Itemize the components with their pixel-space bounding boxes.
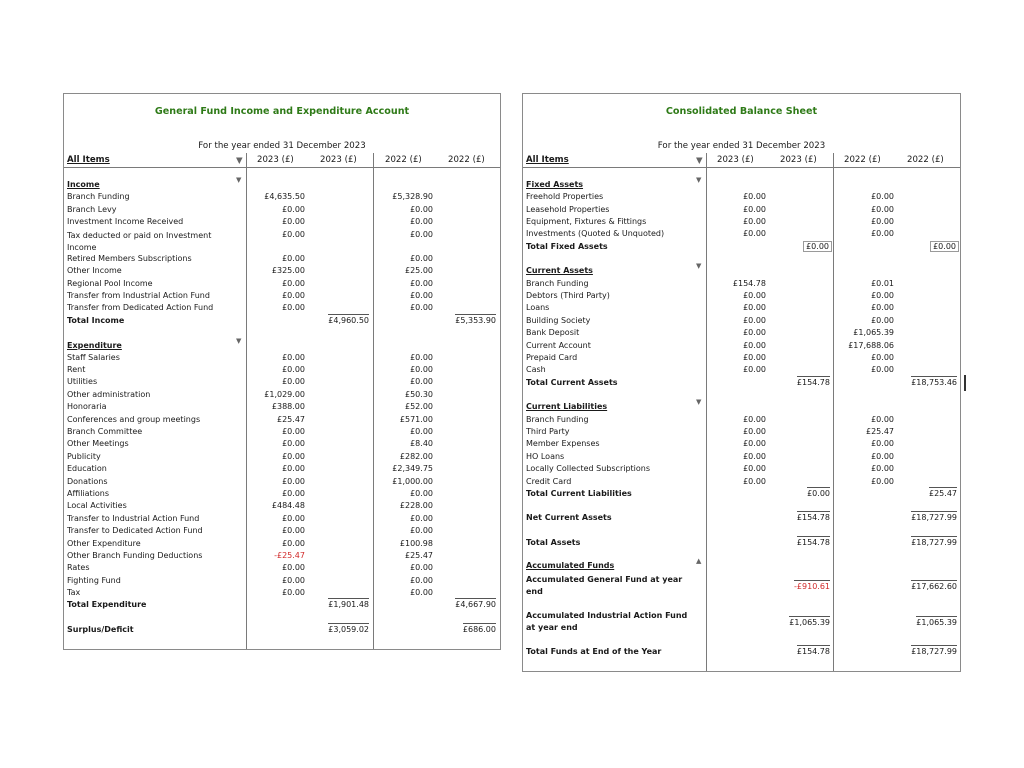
amount-value: £0.00: [410, 353, 433, 362]
period-subtitle: For the year ended 31 December 2023: [198, 141, 366, 151]
amount-value: £0.00: [282, 576, 305, 585]
table-row: [64, 279, 500, 291]
row-label: Branch Funding: [526, 279, 589, 288]
column-header: 2023 (£): [320, 155, 357, 165]
total-value: £154.78: [796, 538, 830, 547]
amount-value: £0.00: [282, 353, 305, 362]
row-label: Building Society: [526, 316, 591, 325]
table-row: [523, 328, 960, 340]
row-label: Utilities: [67, 377, 98, 386]
amount-value: £0.00: [743, 303, 766, 312]
amount-value: £0.00: [282, 279, 305, 288]
amount-value: £1,029.00: [264, 390, 305, 399]
total-value: £18,727.99: [911, 538, 957, 547]
total-row: [523, 513, 960, 525]
table-row: [523, 205, 960, 217]
amount-value: £0.00: [410, 526, 433, 535]
table-row: [64, 526, 500, 538]
chevron-down-icon[interactable]: ▼: [696, 262, 702, 270]
amount-value: £0.00: [871, 464, 894, 473]
row-label: Loans: [526, 303, 550, 312]
row-label: Total Current Assets: [526, 378, 618, 387]
row-label: Investment Income Received: [67, 217, 184, 226]
amount-value: £0.00: [410, 563, 433, 572]
amount-value: £0.00: [743, 477, 766, 486]
row-label: Transfer to Industrial Action Fund: [67, 514, 200, 523]
amount-value: £0.00: [871, 415, 894, 424]
amount-value: £388.00: [271, 402, 305, 411]
row-label: Total Funds at End of the Year: [526, 647, 662, 656]
table-row: [523, 279, 960, 291]
amount-value: £0.00: [282, 217, 305, 226]
table-row: [64, 539, 500, 551]
period-subtitle: For the year ended 31 December 2023: [657, 141, 826, 151]
amount-value: £0.00: [410, 254, 433, 263]
amount-value: £100.98: [399, 539, 433, 548]
amount-value: £0.00: [282, 254, 305, 263]
total-value: £17,662.60: [911, 582, 957, 591]
row-label: Accumulated Industrial Action Fund at year end: [526, 611, 688, 632]
amount-value: £0.00: [871, 452, 894, 461]
amount-value: £8.40: [410, 439, 433, 448]
row-label: Other administration: [67, 390, 151, 399]
amount-value: £52.00: [405, 402, 433, 411]
amount-value: £0.00: [871, 192, 894, 201]
row-label: Member Expenses: [526, 439, 600, 448]
row-label: Total Assets: [526, 538, 581, 547]
amount-value: £571.00: [399, 415, 433, 424]
row-label: Education: [67, 464, 107, 473]
amount-value: £2,349.75: [392, 464, 433, 473]
amount-value: £0.00: [743, 328, 766, 337]
row-label: Branch Levy: [67, 205, 117, 214]
scrollbar[interactable]: [964, 375, 966, 391]
amount-value: £0.00: [743, 205, 766, 214]
amount-value: £0.00: [282, 427, 305, 436]
row-label[interactable]: Current Assets: [526, 266, 593, 275]
table-row: [523, 365, 960, 377]
table-row: [64, 415, 500, 427]
table-row: [523, 229, 960, 241]
table-row: [64, 514, 500, 526]
row-label: Leasehold Properties: [526, 205, 610, 214]
amount-value: £0.00: [410, 576, 433, 585]
total-value: £5,353.90: [455, 316, 496, 325]
column-header: 2022 (£): [844, 155, 881, 165]
row-label: Other Meetings: [67, 439, 129, 448]
chevron-down-icon[interactable]: ▼: [236, 156, 243, 166]
total-value: £1,065.39: [789, 618, 830, 627]
amount-value: £50.30: [405, 390, 433, 399]
amount-value: £0.00: [743, 291, 766, 300]
total-value: £18,727.99: [911, 647, 957, 656]
amount-value: £4,635.50: [264, 192, 305, 201]
amount-value: £0.00: [871, 353, 894, 362]
amount-value: £0.00: [282, 439, 305, 448]
amount-value: £0.00: [282, 477, 305, 486]
table-header: [64, 153, 500, 168]
row-label: Transfer from Industrial Action Fund: [67, 291, 210, 300]
row-label: Bank Deposit: [526, 328, 580, 337]
amount-value: £0.00: [282, 588, 305, 597]
row-label[interactable]: Income: [67, 180, 100, 189]
amount-value: £0.00: [743, 427, 766, 436]
total-value: £25.47: [929, 489, 957, 498]
row-label: Publicity: [67, 452, 101, 461]
chevron-down-icon[interactable]: ▼: [696, 176, 702, 184]
row-label: Cash: [526, 365, 546, 374]
row-label: Investments (Quoted & Unquoted): [526, 229, 665, 238]
row-label: Branch Committee: [67, 427, 143, 436]
row-label: Transfer to Dedicated Action Fund: [67, 526, 203, 535]
amount-value: £0.00: [410, 217, 433, 226]
row-label: Total Current Liabilities: [526, 489, 632, 498]
section-row: [523, 557, 960, 573]
table-row: [523, 427, 960, 439]
total-row: [523, 574, 960, 596]
row-label: Conferences and group meetings: [67, 415, 201, 424]
chevron-up-icon[interactable]: ▲: [696, 557, 702, 565]
row-label[interactable]: Fixed Assets: [526, 180, 584, 189]
table-row: [523, 192, 960, 204]
amount-value: £282.00: [399, 452, 433, 461]
amount-value: £0.00: [410, 489, 433, 498]
panel-title: Consolidated Balance Sheet: [665, 106, 818, 117]
amount-value: £0.00: [410, 377, 433, 386]
amount-value: £0.00: [743, 439, 766, 448]
row-label: Total Income: [67, 316, 125, 325]
total-value: £686.00: [462, 625, 496, 634]
table-row: [64, 501, 500, 513]
row-label: Rent: [67, 365, 86, 374]
table-row: [64, 192, 500, 204]
amount-value: £0.00: [282, 452, 305, 461]
row-label: Other Expenditure: [67, 539, 141, 548]
total-row: [523, 378, 960, 390]
amount-value: £0.00: [743, 365, 766, 374]
table-row: [64, 439, 500, 451]
amount-value: £0.01: [871, 279, 894, 288]
column-header: 2023 (£): [780, 155, 817, 165]
section-row: [523, 176, 960, 192]
table-row: [64, 254, 500, 266]
row-label: Branch Funding: [526, 415, 589, 424]
amount-value: £0.00: [743, 217, 766, 226]
balance-sheet-panel: [522, 93, 961, 672]
total-value: £154.78: [796, 513, 830, 522]
all-items-filter[interactable]: All Items: [526, 155, 569, 165]
column-header: 2023 (£): [717, 155, 754, 165]
total-value: £0.00: [807, 489, 830, 498]
table-row: [523, 353, 960, 365]
amount-value: £0.00: [871, 477, 894, 486]
row-label: Tax deducted or paid on Investment Income: [67, 231, 212, 252]
total-value: £1,901.48: [328, 600, 369, 609]
row-label: Donations: [67, 477, 108, 486]
chevron-down-icon[interactable]: ▼: [236, 337, 242, 345]
section-row: [64, 176, 500, 192]
amount-value: £0.00: [410, 427, 433, 436]
amount-value: £0.00: [282, 514, 305, 523]
amount-value: £25.47: [277, 415, 305, 424]
table-row: [64, 377, 500, 389]
row-label: Surplus/Deficit: [67, 625, 134, 634]
table-row: [523, 316, 960, 328]
row-label: HO Loans: [526, 452, 565, 461]
row-label: Total Expenditure: [67, 600, 147, 609]
amount-value: £25.47: [405, 551, 433, 560]
row-label: Equipment, Fixtures & Fittings: [526, 217, 647, 226]
section-row: [64, 337, 500, 353]
amount-value: £0.00: [743, 353, 766, 362]
table-row: [523, 303, 960, 315]
row-label: Net Current Assets: [526, 513, 612, 522]
amount-value: £0.00: [282, 377, 305, 386]
row-label: Retired Members Subscriptions: [67, 254, 192, 263]
amount-value: £0.00: [743, 316, 766, 325]
table-row: [523, 477, 960, 489]
amount-value: £1,065.39: [853, 328, 894, 337]
column-header: 2022 (£): [907, 155, 944, 165]
amount-value: £0.00: [871, 229, 894, 238]
row-label: Other Branch Funding Deductions: [67, 551, 203, 560]
total-value: £154.78: [796, 647, 830, 656]
row-label: Affiliations: [67, 489, 110, 498]
table-row: [64, 303, 500, 315]
amount-value: £0.00: [410, 365, 433, 374]
amount-value: £0.00: [410, 514, 433, 523]
amount-value: £0.00: [871, 316, 894, 325]
row-label[interactable]: Current Liabilities: [526, 402, 608, 411]
table-row: [64, 291, 500, 303]
section-row: [523, 262, 960, 278]
amount-value: £0.00: [871, 291, 894, 300]
amount-value: £0.00: [743, 192, 766, 201]
amount-value: £0.00: [410, 291, 433, 300]
total-row: [523, 489, 960, 501]
amount-value: £0.00: [410, 303, 433, 312]
row-label: Rates: [67, 563, 90, 572]
column-header: 2022 (£): [385, 155, 422, 165]
table-row: [64, 230, 500, 252]
total-value: £0.00: [803, 241, 832, 252]
row-label: Other Income: [67, 266, 122, 275]
section-row: [523, 398, 960, 414]
amount-value: £0.00: [282, 303, 305, 312]
total-row: [523, 647, 960, 659]
row-label: Branch Funding: [67, 192, 130, 201]
row-label: Locally Collected Subscriptions: [526, 464, 651, 473]
row-label: Credit Card: [526, 477, 572, 486]
row-label: Honoraria: [67, 402, 107, 411]
table-row: [64, 365, 500, 377]
amount-value: £0.00: [410, 279, 433, 288]
chevron-down-icon[interactable]: ▼: [696, 156, 703, 166]
amount-value: £0.00: [743, 452, 766, 461]
table-row: [64, 390, 500, 402]
row-label: Current Account: [526, 341, 591, 350]
total-row: [523, 610, 960, 632]
amount-value: -£25.47: [274, 551, 305, 560]
total-value: £1,065.39: [916, 618, 957, 627]
table-row: [64, 477, 500, 489]
row-label: Fighting Fund: [67, 576, 121, 585]
amount-value: £0.00: [282, 563, 305, 572]
amount-value: £0.00: [871, 439, 894, 448]
row-label: Total Fixed Assets: [526, 242, 608, 251]
column-header: 2022 (£): [448, 155, 485, 165]
total-row: [64, 600, 500, 612]
amount-value: £484.48: [271, 501, 305, 510]
amount-value: £0.00: [871, 217, 894, 226]
amount-value: £0.00: [282, 489, 305, 498]
row-label[interactable]: Expenditure: [67, 341, 122, 350]
row-label: Freehold Properties: [526, 192, 604, 201]
row-label: Accumulated General Fund at year end: [526, 575, 683, 596]
table-row: [64, 576, 500, 588]
amount-value: £17,688.06: [848, 341, 894, 350]
amount-value: £0.00: [743, 415, 766, 424]
amount-value: £0.00: [282, 539, 305, 548]
chevron-down-icon[interactable]: ▼: [696, 398, 702, 406]
row-label: Local Activities: [67, 501, 127, 510]
amount-value: £0.00: [743, 464, 766, 473]
amount-value: £0.00: [282, 230, 305, 239]
table-row: [64, 217, 500, 229]
total-value: £154.78: [796, 378, 830, 387]
total-value: £18,727.99: [911, 513, 957, 522]
total-value: £18,753.46: [911, 378, 957, 387]
amount-value: £0.00: [743, 229, 766, 238]
all-items-filter[interactable]: All Items: [67, 155, 110, 165]
amount-value: £0.00: [282, 365, 305, 374]
table-row: [64, 452, 500, 464]
amount-value: £0.00: [410, 205, 433, 214]
amount-value: £0.00: [410, 230, 433, 239]
total-row: [64, 625, 500, 637]
row-label: Prepaid Card: [526, 353, 578, 362]
row-label[interactable]: Accumulated Funds: [526, 561, 615, 570]
table-row: [64, 353, 500, 365]
table-row: [64, 489, 500, 501]
amount-value: £0.00: [410, 588, 433, 597]
table-row: [523, 439, 960, 451]
amount-value: £0.00: [282, 464, 305, 473]
amount-value: £1,000.00: [392, 477, 433, 486]
amount-value: £25.47: [866, 427, 894, 436]
table-row: [523, 341, 960, 353]
table-header: [523, 153, 960, 168]
amount-value: £0.00: [743, 341, 766, 350]
table-row: [64, 551, 500, 563]
amount-value: £0.00: [871, 365, 894, 374]
amount-value: £0.00: [871, 205, 894, 214]
table-row: [64, 588, 500, 600]
amount-value: £5,328.90: [392, 192, 433, 201]
amount-value: £0.00: [282, 291, 305, 300]
income-expenditure-panel: [63, 93, 501, 650]
amount-value: £228.00: [399, 501, 433, 510]
total-row: [523, 242, 960, 254]
amount-value: £325.00: [271, 266, 305, 275]
chevron-down-icon[interactable]: ▼: [236, 176, 242, 184]
total-row: [64, 316, 500, 328]
table-row: [523, 415, 960, 427]
table-row: [64, 563, 500, 575]
panel-title: General Fund Income and Expenditure Account: [154, 106, 410, 117]
total-row: [523, 538, 960, 550]
total-value: -£910.61: [794, 582, 830, 591]
amount-value: £154.78: [732, 279, 766, 288]
row-label: Tax: [67, 588, 81, 597]
table-row: [523, 217, 960, 229]
row-label: Staff Salaries: [67, 353, 120, 362]
table-row: [523, 464, 960, 476]
row-label: Third Party: [526, 427, 570, 436]
amount-value: £0.00: [282, 526, 305, 535]
amount-value: £0.00: [282, 205, 305, 214]
table-row: [64, 464, 500, 476]
column-header: 2023 (£): [257, 155, 294, 165]
amount-value: £0.00: [871, 303, 894, 312]
table-row: [523, 291, 960, 303]
amount-value: £25.00: [405, 266, 433, 275]
table-row: [523, 452, 960, 464]
row-label: Transfer from Dedicated Action Fund: [67, 303, 214, 312]
row-label: Regional Pool Income: [67, 279, 153, 288]
total-value: £4,667.90: [455, 600, 496, 609]
total-value: £0.00: [930, 241, 959, 252]
total-value: £3,059.02: [328, 625, 369, 634]
table-row: [64, 402, 500, 414]
total-value: £4,960.50: [328, 316, 369, 325]
row-label: Debtors (Third Party): [526, 291, 610, 300]
table-row: [64, 427, 500, 439]
table-row: [64, 205, 500, 217]
table-row: [64, 266, 500, 278]
